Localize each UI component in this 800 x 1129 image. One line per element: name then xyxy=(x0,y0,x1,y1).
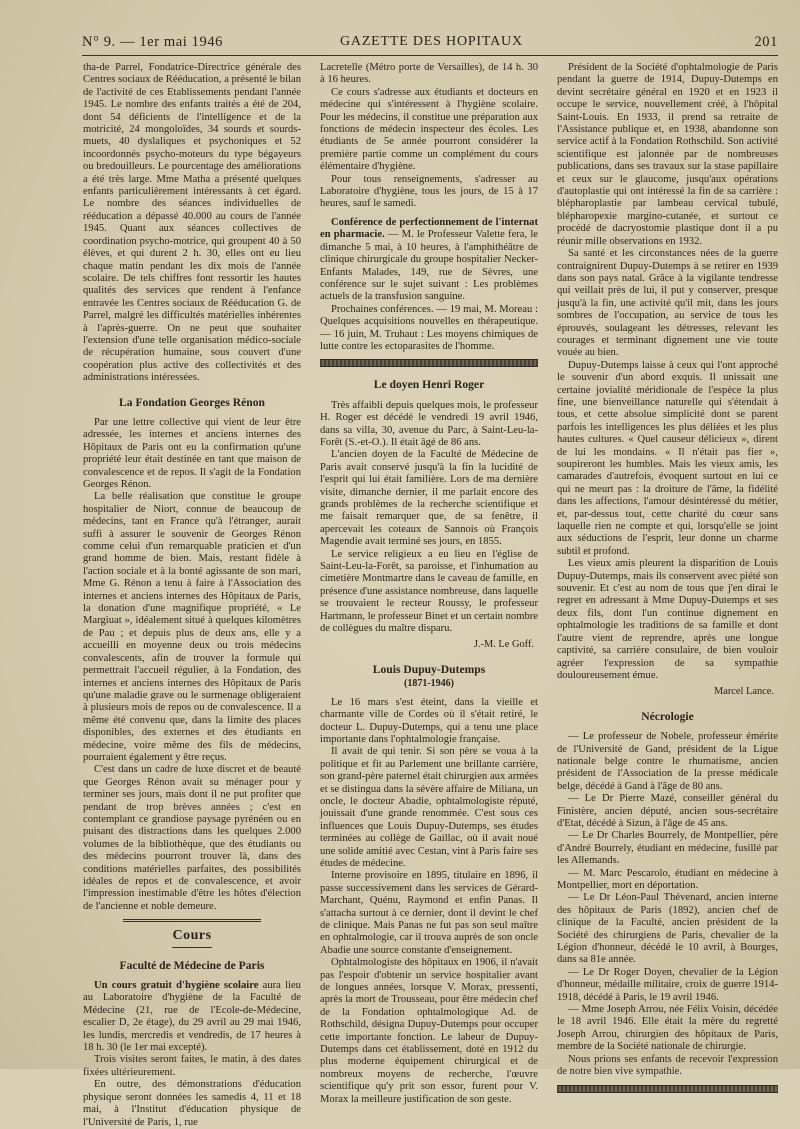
column-3 xyxy=(557,62,778,1078)
obituary-item: — Le professeur de Nobele, professeur émérite de l'Université de Gand, président de la Ligue nationale belge contre le rhumatisme, ancien président de l'Association de la presse médicale belge, décédé à Gand à l'âge de 80 ans. xyxy=(557,731,778,792)
issue-date: N° 9. — 1er mai 1946 xyxy=(82,34,224,50)
paragraph: Dupuy-Dutemps laisse à ceux qui l'ont approché le souvenir d'un abord exquis. Il unissait une certaine jovialité méridionale de l'espèce la plus fine, une bienveillance naturelle qui s'étendait à tous, et cette absolue simplicité dont se parent parfois les intelligences les plus déliées et les plus hautes cultures. « Quel causeur délicieux », dirent de lui les mondains. « Il n'était pas fier », soupireront les humbles. Mais les vieux amis, les camarades d'autrefois, évoquent surtout en lui ce qui ne meurt pas : la droiture de l'âme, la fidélité dans les affections, l'amour désintéressé du métier, et, par-dessus tout, cette charité du cœur sans laquelle rien ne compte et qui, lorsqu'elle se joint aux séductions de l'esprit, leur donne un charme subtil et profond. xyxy=(557,359,778,557)
paragraph xyxy=(83,980,301,1054)
lead-in: Un cours gratuit d'hygiène scolaire xyxy=(94,980,259,992)
section-heading-necrologie: Nécrologie xyxy=(641,709,694,723)
paragraph: C'est dans un cadre de luxe discret et de beauté que Georges Rénon avait su ménager pour y terminer ses jours, mais dont il ne put profiter que pendant de trop brèves années ; c'est en contemplant ce grandiose paysage pyrénéen ou en puisant des distractions dans les quelques 2.000 volumes de la bibliothèque, que des étudiants ou des médecins pourront trouver là, dans des conditions matérielles parfaites, des possibilités idéales de repos et de convalescence, et avoir l'impression inestimable d'être les hôtes d'élection de l'ancienne et noble demeure. xyxy=(83,764,301,912)
page-header xyxy=(82,34,778,54)
section-heading-faculte: Faculté de Médecine de Paris xyxy=(119,958,265,972)
signature: J.-M. Le Goff. xyxy=(473,639,534,651)
lead-in: Conférence de perfectionnement de l'internat en pharmacie. xyxy=(320,216,538,241)
obituary-item: Nous prions ses enfants de recevoir l'expression de notre bien vive sympathie. xyxy=(557,1053,778,1078)
paragraph: Le service religieux a eu lieu en l'église de Saint-Leu-la-Forêt, sa paroisse, et l'inhumation au cimetière Montmartre dans le caveau de famille, en présence d'une assistance nombreuse, dans laquelle se trouvaient le recteur Roussy, le professeur Hartmann, le professeur Binet et un certain nombre de collègues du maître disparu. xyxy=(320,548,538,635)
section-divider xyxy=(123,919,261,922)
paragraph: Pour tous renseignements, s'adresser au Laboratoire d'hygiène, tous les jours, de 15 à 17 heures, sauf le samedi. xyxy=(320,173,538,210)
section-heading-renon: La Fondation Georges Rénon xyxy=(119,395,265,409)
paragraph: L'ancien doyen de la Faculté de Médecine de Paris avait conservé jusqu'à la fin la lucidité de l'esprit qui lui était familière. Lors de ma dernière visite, dimanche dernier, il me parlait encore des grands problèmes de la recherche scientifique et me faisait remarquer que, de sa fenêtre, il apercevait les coteaux de Sannois où François Magendie avait terminé ses jours, en 1855. xyxy=(320,449,538,548)
paragraph: Trois visites seront faites, le matin, à des dates fixées ultérieurement. xyxy=(83,1054,301,1078)
journal-title: GAZETTE DES HOPITAUX xyxy=(340,34,523,49)
short-rule xyxy=(172,947,212,948)
paragraph: tha-de Parrel, Fondatrice-Directrice générale des Centres sociaux de Rééducation, a présenté le bilan de l'activité de ces Etablissements pendant l'année 1945. Le nombre des enfants traités a été de 204, dont 54 déficients de l'intelligence et de la motricité, 24 mongoloïdes, 34 sourds et sourds-muets, 40 dyslaliques et psychoniques et 52 incoordonnés psycho-moteurs du type bégayeurs ou bredouilleurs. Le pourcentage des améliorations a été très large. Mme Matha a présenté quelques enfants particulièrement intéressants à cet égard. Le nombre des séances individuelles de rééducation a dépassé 40.000 au cours de l'année 1945. Quant aux séances collectives de coordination psycho-motrice, qui groupent 40 à 50 élèves, et qui durent 2 h. 30, elles ont eu lieu chaque matin pendant les dix mois de l'année scolaire. De tels chiffres font ressortir les hautes qualités des services que rendent à l'enfance entravée les Centres sociaux de Rééducation G. de Parrel, malgré les difficultés matérielles inhérentes à l'après-guerre. On ne peut que souhaiter l'extension d'une telle organisation médico-sociale de récupération humaine, sous couvert d'une coopération plus active des collectivités et des administrations intéressées. xyxy=(83,62,301,384)
section-divider xyxy=(320,359,538,367)
obituary-item: — M. Marc Pescarolo, étudiant en médecine à Montpellier, mort en déportation. xyxy=(557,867,778,891)
paragraph: La belle réalisation que constitue le groupe hospitalier de Niort, connue de beaucoup de médecins, tant en France qu'à l'étranger, aurait suffi à assurer le souvenir de Georges Rénon comme celui d'un remarquable praticien et d'un grand homme de bien. Mais, restant fidèle à l'action sociale et à la bonté agissante de son mari, Mme G. Rénon a tenu à faire à l'Association des internes et anciens internes des Hôpitaux de Paris, la donation d'une magnifique propriété, « Le Margiuat », idéalement situé à quelques kilomètres de Pau ; et depuis plus de deux ans, elle y a accueilli en moyenne deux ou trois médecins convalescents, afin de trouver la formule qui permettrait l'accueil régulier, à la Fondation, des internes et anciens internes des Hôpitaux de Paris qu'une maladie grave ou le surmenage obligeraient à plusieurs mois de repos ou de convalescence. Il a même été convenu que, dans la limite des places disponibles, des externes et des étudiants en médecine, voire même des fils de médecins, pourraient également y être reçus. xyxy=(83,491,301,763)
obituary-item: — Le Dr Roger Doyen, chevalier de la Légion d'honneur, médaille militaire, croix de guerre 1914-1918, décédé à Paris, le 19 avril 1946. xyxy=(557,966,778,1003)
section-heading-roger: Le doyen Henri Roger xyxy=(373,378,485,392)
section-heading-cours: Cours xyxy=(172,928,212,944)
paragraph: Sa santé et les circonstances nées de la guerre contraignirent Dupuy-Dutemps à se retirer en 1939 dans son pays natal. Grâce à la vigilante tendresse qui veillait près de lui, il put y conserver, presque jusqu'à la fin, une activité qu'il mit, dans les jours sombres de l'occupation, au service de tous les éprouvés, soulageant les détresses, relevant les courages et terminant dignement une vie toute vouée au bien. xyxy=(557,248,778,359)
paragraph: Très affaibli depuis quelques mois, le professeur H. Roger est décédé le vendredi 19 avril 1946, dans sa villa, 30, avenue du Parc, à Saint-Leu-la-Forêt (S.-et-O.). Il était âgé de 86 ans. xyxy=(320,399,538,448)
paragraph-body: aura lieu au Laboratoire d'hygiène de la Faculté de Médecine (21, rue de l'Ecole-de-Médecine, escalier D, 2e étage), du 29 avril au 29 mai 1946, les lundis, mercredis et vendredis, de 17 heures à 18 h. 30 (le 1er mai excepté). xyxy=(83,980,301,1054)
paragraph xyxy=(320,217,538,304)
paragraph: En outre, des démonstrations d'éducation physique seront données les samedis 4, 11 et 18 mai, à l'Institut d'éducation physique de l'Université de Paris, 1, rue xyxy=(83,1079,301,1128)
paragraph: Prochaines conférences. — 19 mai, M. Moreau : Quelques acquisitions nouvelles en thérapeutique. — 16 juin, M. Truhaut : Les moyens chimiques de lutte contre les ectoparasites de l'homme. xyxy=(320,303,538,352)
paragraph: Ophtalmologiste des hôpitaux en 1906, il n'avait pas l'espoir d'obtenir un service hospitalier avant de longues années, lorsque V. Morax, pressenti, après la mort de Trousseau, pour être médecin chef de la Fondation ophtalmologique Ad. de Rothschild, désigna Dupuy-Dutemps pour occuper cette importante fonction. Le labeur de Dupuy-Dutemps dans cet établissement, doté en 1912 du plus moderne équipement chirurgical et de nombreux moyens de recherche, l'œuvre scientifique qu'y prit son essor, furent pour V. Morax la meilleure justification de son geste. xyxy=(320,957,538,1105)
page-number: 201 xyxy=(754,34,778,50)
paragraph: Interne provisoire en 1895, titulaire en 1896, il passe successivement dans les services de Gérard-Marchant, Quénu, Raymond et enfin Panas. Il s'attacha surtout à ce dernier, dont il devint le chef de clinique. Mais Panas ne fut pas son seul maître en ophtalmologie, car il trouva auprès de son oncle Abadie une source constante d'enseignement. xyxy=(320,870,538,956)
paragraph: Président de la Société d'ophtalmologie de Paris pendant la guerre de 1914, Dupuy-Dutemps en devint secrétaire général en 1920 et en 1923 il occupe le service, nouvellement créé, à l'hôpital Saint-Louis. En 1933, il prend sa retraite de l'Assistance publique et, en 1938, abandonne son service actif à la Fondation Rothschild. Son activité scientifique est jalonnée par de nombreuses publications, dans ses travaux sur la stase papillaire et ceux sur le glaucome, jusqu'aux opérations d'autoplastie qui ont intéressé la fin de sa carrière : blépharoplastie par lambeau cervical tubulé, blépharopexie margino-cutanée, et surtout ce procédé de dacryostomie plastique dont il a pu réunir mille observations en 1932. xyxy=(557,62,778,247)
section-subheading-dates: (1871-1946) xyxy=(404,678,454,690)
header-rule xyxy=(82,55,778,56)
section-heading-dupuy: Louis Dupuy-Dutemps xyxy=(372,662,486,676)
obituary-item: — Mme Joseph Arrou, née Félix Voisin, décédée le 18 avril 1946. Elle était la mère du regretté Joseph Arrou, chirurgien des hôpitaux de Paris, membre de la Société nationale de chirurgie. xyxy=(557,1004,778,1053)
paragraph: Le 16 mars s'est éteint, dans la vieille et charmante ville de Cordes où il s'était retiré, le docteur L. Dupuy-Dutemps, qui a tenu une place importante dans l'ophtalmologie française. xyxy=(320,696,538,745)
obituary-item: — Le Dr Léon-Paul Thévenard, ancien interne des hôpitaux de Paris (1892), ancien chef de clinique de la Faculté, ancien président de la Société des chirurgiens de Paris, chevalier de la Légion d'honneur, décédé le 10 avril, à Bourges, dans sa 81e année. xyxy=(557,892,778,966)
column-1 xyxy=(83,62,301,1128)
signature: Marcel Lance. xyxy=(714,686,774,698)
obituary-item: — Le Dr Pierre Mazé, conseiller général du Finistère, ancien député, ancien sous-secrétaire d'Etat, décédé à Sizun, à l'âge de 45 ans. xyxy=(557,793,778,829)
paragraph: Il avait de qui tenir. Si son père se voua à la politique et fit au Parlement une brillante carrière, son grand-père paternel était chirurgien aux armées et se distingua dans la sévère affaire de Miliana, un oncle, le docteur Abadie, ophtalmologiste réputé, jouissait d'une grande renommée. C'est sous ces influences que Louis Dupuy-Dutemps, ses études terminées au collège de Gaillac, où il avait noué une solide amitié avec Cestan, vint à Paris faire ses études de médecine. xyxy=(320,746,538,869)
paragraph: Les vieux amis pleurent la disparition de Louis Dupuy-Dutemps, mais ils conservent avec piété son souvenir. Et c'est au nom de tous que j'en dirai le regret en adressant à Mme Dupuy-Dutemps et ses deux fils, dont l'un continue dignement en ophtalmologie les traditions de sa famille et dont l'autre vient de reprendre, après une longue captivité, sa carrière consulaire, de bien vouloir agréer l'expression de sa sympathie douloureusement émue. xyxy=(557,558,778,681)
paragraph: Par une lettre collective qui vient de leur être adressée, les internes et anciens internes des Hôpitaux de Paris ont eu la confirmation qu'une propriété leur était destinée en tant que maison de convalescence et de repos. Il s'agit de la Fondation Georges Rénon. xyxy=(83,416,301,490)
paragraph-body: — M. le Professeur Valette fera, le dimanche 5 mai, à 10 heures, à l'amphithéâtre de clinique chirurgicale du groupe hospitalier Necker-Enfants Malades, 149, rue de Sèvres, une conférence sur le sujet suivant : Les problèmes actuels de la transfusion sanguine. xyxy=(320,229,538,303)
obituary-item: — Le Dr Charles Bourrely, de Montpellier, père d'André Bourrely, étudiant en médecine, fusillé par les Allemands. xyxy=(557,830,778,867)
paragraph: Ce cours s'adresse aux étudiants et docteurs en médecine qui s'intéressent à l'hygiène scolaire. Pour les médecins, il constitue une préparation aux fonctions de médecin inspecteur des écoles. Les étudiants de 5e année pourront considérer la première partie comme un complément du cours élémentaire d'hygiène. xyxy=(320,86,538,173)
section-divider xyxy=(557,1085,778,1093)
paragraph: Lacretelle (Métro porte de Versailles), de 14 h. 30 à 16 heures. xyxy=(320,62,538,86)
column-2 xyxy=(320,62,538,1105)
